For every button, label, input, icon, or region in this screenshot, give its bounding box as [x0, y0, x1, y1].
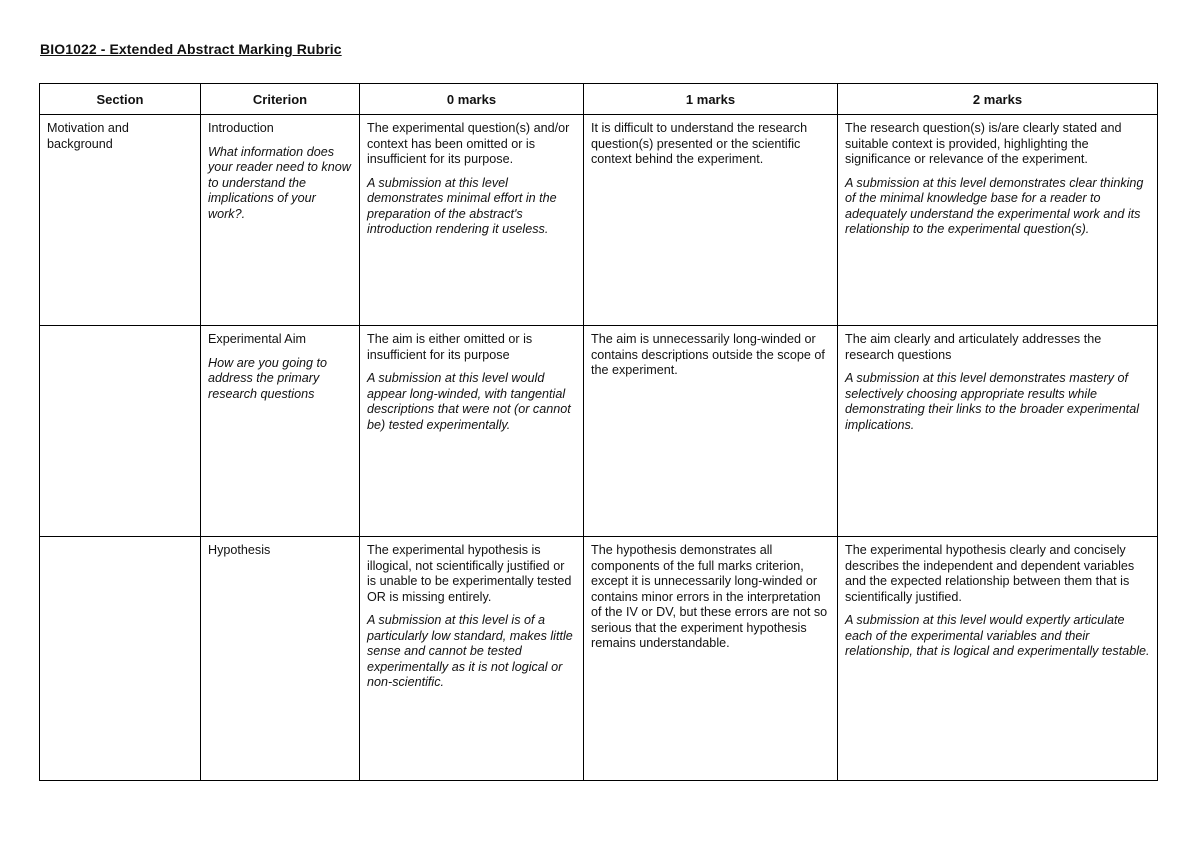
- marks-1-cell: [584, 326, 838, 537]
- criterion-title: Introduction: [208, 121, 274, 135]
- marks-2-note: A submission at this level demonstrates clear thinking of the minimal knowledge base for a reader to adequately understand the experimental work and its relationship to the experimental question(s).: [845, 175, 1144, 236]
- criterion-question: How are you going to address the primary research questions: [208, 355, 328, 401]
- marks-1-description: The aim is unnecessarily long-winded or contains descriptions outside the scope of the experiment.: [591, 332, 825, 377]
- marks-0-note: A submission at this level demonstrates minimal effort in the preparation of the abstract's introduction rendering it useless.: [367, 175, 557, 236]
- marks-0-note: A submission at this level would appear long-winded, with tangential descriptions that were not (or cannot be) tested experimentally.: [367, 371, 571, 432]
- marks-0-note: A submission at this level is of a particularly low standard, makes little sense and cannot be tested experimentally as it is not logical or non-scientific.: [367, 613, 573, 689]
- marks-2-cell: [838, 537, 1158, 781]
- header-0-marks: 0 marks: [360, 84, 584, 115]
- table-row: [40, 537, 1158, 781]
- marks-2-note: A submission at this level demonstrates mastery of selectively choosing appropriate results while demonstrating their links to the broader experimental implications.: [845, 371, 1140, 432]
- marks-2-cell: [838, 115, 1158, 326]
- section-cell: [40, 537, 201, 781]
- marks-1-cell: [584, 537, 838, 781]
- header-section: Section: [40, 84, 201, 115]
- marking-rubric-table: [39, 83, 1158, 781]
- table-header-row: [40, 84, 1158, 115]
- header-1-marks: 1 marks: [584, 84, 838, 115]
- marks-2-cell: [838, 326, 1158, 537]
- marks-1-cell: [584, 115, 838, 326]
- marks-2-description: The aim clearly and articulately addresses the research questions: [845, 332, 1102, 362]
- table-row: [40, 115, 1158, 326]
- marks-0-description: The aim is either omitted or is insufficient for its purpose: [367, 332, 533, 362]
- header-2-marks: 2 marks: [838, 84, 1158, 115]
- marks-0-cell: [360, 115, 584, 326]
- document-title: BIO1022 - Extended Abstract Marking Rubric: [40, 41, 342, 57]
- table-row: [40, 326, 1158, 537]
- header-criterion: Criterion: [201, 84, 360, 115]
- section-cell: [40, 115, 201, 326]
- criterion-cell: [201, 537, 360, 781]
- marks-0-cell: [360, 537, 584, 781]
- marks-0-cell: [360, 326, 584, 537]
- section-cell: [40, 326, 201, 537]
- marks-0-description: The experimental question(s) and/or context has been omitted or is insufficient for its purpose.: [367, 121, 570, 166]
- criterion-title: Experimental Aim: [208, 332, 306, 346]
- criterion-title: Hypothesis: [208, 543, 271, 557]
- marks-1-description: It is difficult to understand the research question(s) presented or the scientific context behind the experiment.: [591, 121, 808, 166]
- criterion-cell: [201, 326, 360, 537]
- marks-2-description: The research question(s) is/are clearly stated and suitable context is provided, highlighting the significance or relevance of the experiment.: [845, 121, 1122, 166]
- criterion-cell: [201, 115, 360, 326]
- marks-2-description: The experimental hypothesis clearly and concisely describes the independent and dependent variables and the expected relationship between them that is scientifically justified.: [845, 543, 1135, 604]
- marks-0-description: The experimental hypothesis is illogical, not scientifically justified or is unable to be experimentally tested OR is missing entirely.: [367, 543, 572, 604]
- marks-2-note: A submission at this level would expertly articulate each of the experimental variables and their relationship, that is logical and experimentally testable.: [845, 613, 1150, 658]
- section-text: Motivation and background: [47, 121, 129, 151]
- criterion-question: What information does your reader need to know to understand the implications of your work?.: [208, 144, 351, 221]
- marks-1-description: The hypothesis demonstrates all components of the full marks criterion, except it is unnecessarily long-winded or contains minor errors in the interpretation of the IV or DV, but these errors are not so serious that the experiment hypothesis remains understandable.: [591, 543, 828, 650]
